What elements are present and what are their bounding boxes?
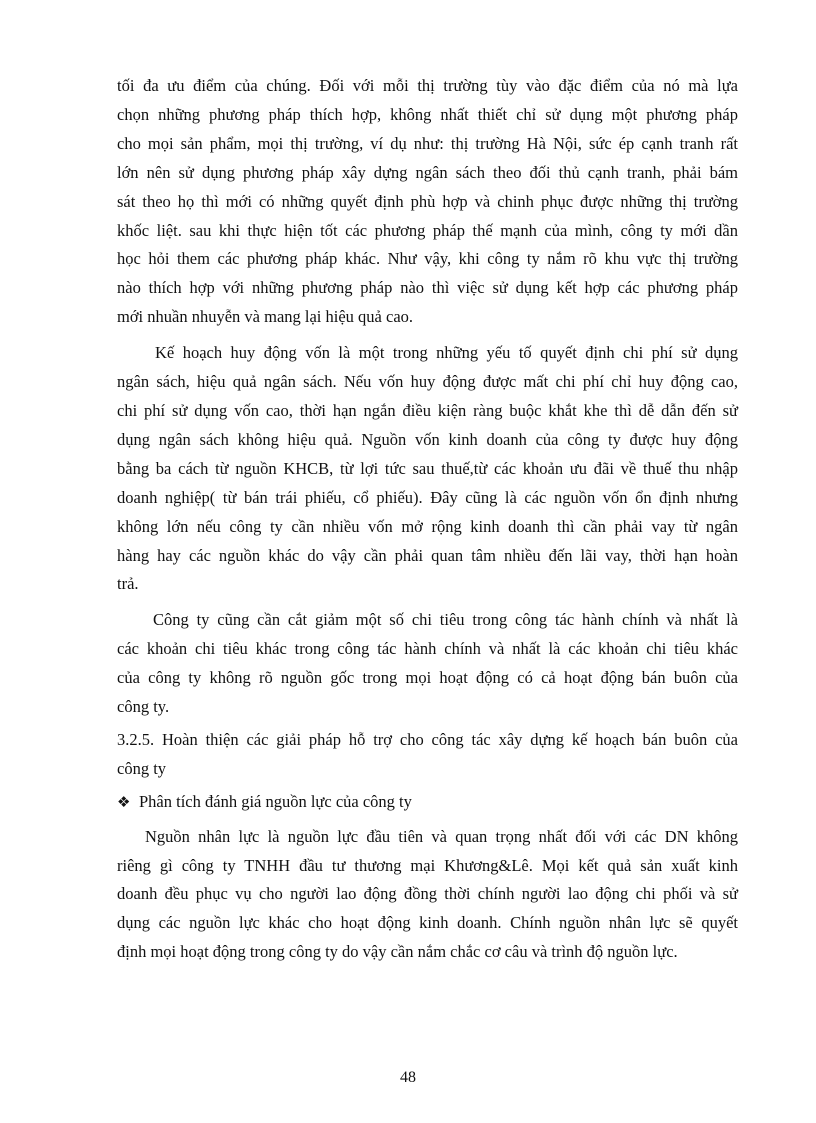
paragraph-cost-cutting (117, 606, 738, 722)
text-line: bằng ba cách từ nguồn KHCB, từ lợi tức sau thuế,từ các khoản ưu đãi về thuế thu nhập (117, 458, 738, 478)
text-line: công ty. (117, 697, 170, 717)
text-line: lớn nên sử dụng phương pháp xây dựng ngân sách theo đối thủ cạnh tranh, phải bám (117, 162, 738, 182)
heading-line: 3.2.5. Hoàn thiện các giải pháp hỗ trợ cho công tác xây dựng kế hoạch bán buôn của (117, 729, 738, 749)
heading-line: công ty (117, 758, 167, 778)
text-line: các khoản chi tiêu khác trong công tác hành chính và nhất là các khoản chi tiêu khác (117, 639, 738, 659)
text-line: doanh nghiệp( từ bán trái phiếu, cổ phiếu). Đây cũng là các nguồn vốn ổn định nhưng (117, 487, 738, 507)
paragraph-human-resources (117, 823, 738, 968)
text-line: Kế hoạch huy động vốn là một trong những yếu tố quyết định chi phí sử dụng (155, 343, 738, 363)
text-line: tối đa ưu điểm của chúng. Đối với mỗi thị trường tùy vào đặc điểm của nó mà lựa (117, 76, 738, 95)
text-line: mới nhuần nhuyễn và mang lại hiệu quả cao. (117, 307, 414, 327)
page-number: 48 (400, 1069, 416, 1086)
text-line: dụng các nguồn lực khác cho hoạt động kinh doanh. Chính nguồn nhân lực sẽ quyết (117, 913, 738, 933)
text-line: khốc liệt. sau khi thực hiện tốt các phương pháp thế mạnh của mình, công ty mới dần (117, 220, 738, 240)
text-line: trả. (117, 574, 139, 594)
text-line: nào thích hợp với những phương pháp nào thì việc sử dụng kết hợp các phương pháp (117, 278, 738, 298)
text-line: chọn những phương pháp thích hợp, không nhất thiết chỉ sử dụng một phương pháp (117, 104, 738, 124)
text-line: định mọi hoạt động trong công ty do vậy cần nắm chắc cơ câu và trình độ nguồn lực. (117, 942, 678, 962)
paragraph-budget-methods (117, 72, 738, 332)
text-line: hàng hay các nguồn khác do vậy cần phải quan tâm nhiều đến lãi vay, thời hạn hoàn (117, 545, 738, 565)
paragraph-capital-plan (117, 339, 738, 599)
text-line: cho mọi sản phẩm, mọi thị trường, ví dụ như: thị trường Hà Nội, sức ép cạnh tranh rất (117, 133, 738, 153)
text-line: doanh đều phục vụ cho người lao động đồng thời chính người lao động chi phối và sử (117, 884, 738, 904)
text-line: sát theo họ thì mới có những quyết định phù hợp và chinh phục được những thị trường (117, 191, 738, 211)
diamond-bullet-icon: ❖ (117, 792, 131, 811)
text-line: không lớn nếu công ty cần nhiều vốn mở rộng kinh doanh thì cần phải vay từ ngân (117, 516, 738, 536)
text-line: học hỏi them các phương pháp khác. Như vậy, khi công ty nắm rõ khu vực thị trường (117, 249, 738, 269)
bullet-text: Phân tích đánh giá nguồn lực của công ty (139, 791, 412, 811)
text-line: Nguồn nhân lực là nguồn lực đầu tiên và quan trọng nhất đối với các DN không (145, 826, 738, 846)
page-body (117, 72, 738, 967)
text-line: Công ty cũng cần cắt giảm một số chi tiêu trong công tác hành chính và nhất là (153, 610, 738, 630)
bullet-item (117, 788, 738, 817)
text-line: dụng ngân sách không hiệu quả. Nguồn vốn kinh doanh của công ty được huy động (117, 429, 738, 449)
text-line: riêng gì công ty TNHH đầu tư thương mại Khương&Lê. Mọi kết quả sản xuất kinh (117, 855, 738, 875)
text-line: chi phí sử dụng vốn cao, thời hạn ngắn điều kiện ràng buộc khắt khe thì dễ dẫn đến sử (117, 400, 738, 420)
text-line: ngân sách, hiệu quả ngân sách. Nếu vốn huy động được mất chi phí chỉ huy động cao, (117, 372, 738, 392)
text-line: của công ty không rõ nguồn gốc trong mọi hoạt động có cả hoạt động bán buôn của (117, 668, 738, 688)
section-heading-3-2-5 (117, 726, 738, 784)
